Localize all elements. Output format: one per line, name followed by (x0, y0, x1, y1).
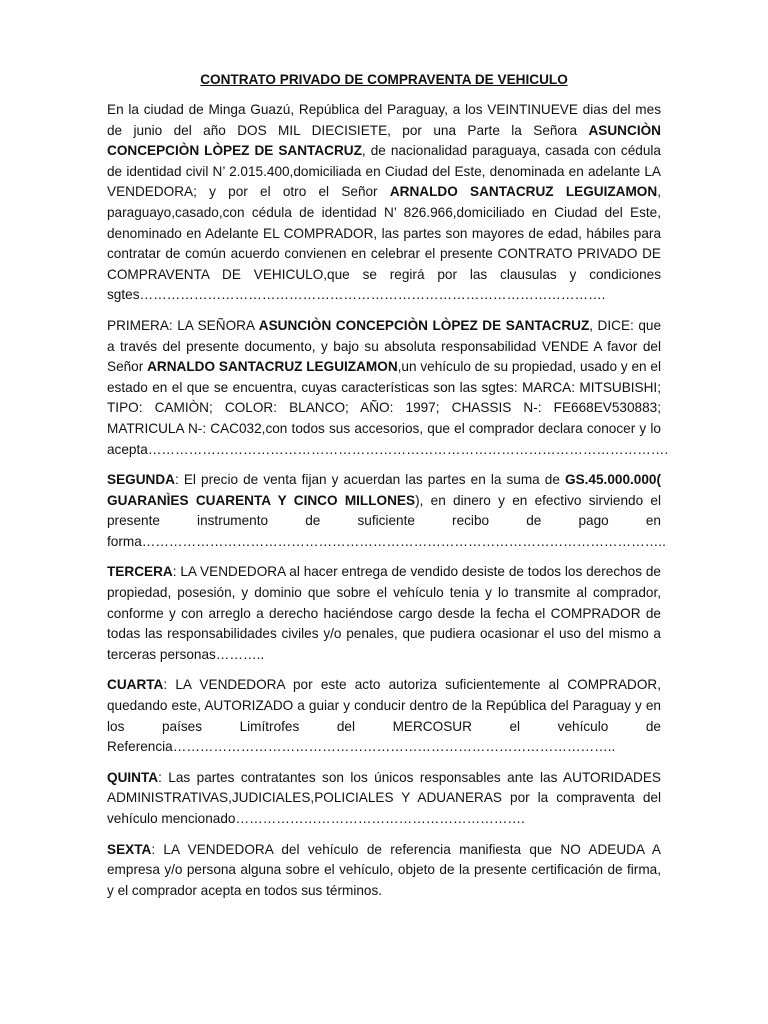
bold-text: SEXTA (107, 841, 152, 857)
text-run: : LA VENDEDORA al hacer entrega de vendido desiste de todos los derechos de propiedad, posesión, y dominio que sobre el vehículo tenia y lo transmite al comprador, conforme y con arreglo a derecho haciéndose cargo desde la fecha el COMPRADOR de todas las responsabilidades civiles y/o penales, que pudiera ocasionar el uso del mismo a terceras personas……….. (107, 564, 661, 662)
bold-text: CUARTA (107, 677, 164, 693)
clause-primera (107, 316, 669, 460)
bold-text: SEGUNDA (107, 472, 175, 488)
text-run: : El precio de venta fijan y acuerdan las partes en la suma de (174, 472, 566, 488)
bold-text: ASUNCIÒN CONCEPCIÒN LÒPEZ DE SANTACRUZ (107, 122, 661, 159)
text-run: ), en dinero y en efectivo sirviendo el presente instrumento de suficiente recibo de pago en forma…………………………………………………………………………………………………….. (107, 492, 666, 549)
clause-intro (107, 100, 661, 306)
text-run: : Las partes contratantes son los únicos responsables ante las AUTORIDADES ADMINISTRATIVAS,JUDICIALES,POLICIALES Y ADUANERAS por la compraventa del vehículo mencionado………………………………………………………. (107, 769, 661, 826)
bold-text: QUINTA (107, 769, 159, 785)
document-body (107, 100, 669, 901)
clause-quinta (107, 768, 661, 830)
text-run: En la ciudad de Minga Guazú, República del Paraguay, a los VEINTINUEVE dias del mes de junio del año DOS MIL DIECISIETE, por una Parte la Señora (107, 102, 661, 138)
text-run: : LA VENDEDORA del vehículo de referencia manifiesta que NO ADEUDA A empresa y/o persona alguna sobre el vehículo, objeto de la presente certificación de firma, y el comprador acepta en todos sus términos. (107, 841, 661, 898)
text-run: , DICE: que a través del presente documento, y bajo su absoluta responsabilidad VENDE A favor del Señor (107, 317, 662, 375)
text-run: , de nacionalidad paraguaya, casada con cédula de identidad civil N’ 2.015.400,domiciliada en Ciudad del Este, denominada en adelante LA VENDEDORA; y por el otro el Señor (107, 143, 661, 200)
bold-text: TERCERA (107, 564, 173, 580)
clause-cuarta (107, 675, 661, 757)
text-run: , paraguayo,casado,con cédula de identidad N’ 826.966,domiciliado en Ciudad del Este, denominado en Adelante EL COMPRADOR, las partes son mayores de edad, hábiles para contratar de común acuerdo convienen en celebrar el presente CONTRATO PRIVADO DE COMPRAVENTA DE VEHICULO,que se regirá por las clausulas y condiciones sgtes…………………………………………………………………………………………. (107, 184, 661, 303)
document-page (107, 70, 669, 911)
document-title: CONTRATO PRIVADO DE COMPRAVENTA DE VEHICULO (200, 72, 568, 87)
text-run: ,un vehículo de su propiedad, usado y en el estado en el que se encuentra, cuyas características son las sgtes: MARCA: MITSUBISHI; TIPO: CAMIÒN; COLOR: BLANCO; AÑO: 1997; CHASSIS N-: FE668EV530883; MATRICULA N-: CAC032,con todos sus accesorios, que el comprador declara conocer y lo acepta……………………………………………………………………………………………………. (107, 359, 669, 457)
clause-segunda (107, 470, 666, 552)
clause-sexta (107, 840, 661, 902)
text-run: PRIMERA: LA SEÑORA (107, 317, 259, 333)
text-run: : LA VENDEDORA por este acto autoriza suficientemente al COMPRADOR, quedando este, AUTORIZADO a guiar y conducir dentro de la República del Paraguay y en los países Limítrofes del MERCOSUR el vehículo de Referencia…………………………………………………………………………………….. (107, 677, 661, 755)
bold-text: GS.45.000.000( GUARANÌES CUARENTA Y CINCO MILLONES (107, 472, 661, 508)
bold-text: ARNALDO SANTACRUZ LEGUIZAMON (389, 184, 658, 200)
clause-tercera (107, 562, 661, 665)
bold-text: ARNALDO SANTACRUZ LEGUIZAMON (147, 359, 398, 375)
bold-text: ASUNCIÒN CONCEPCIÒN LÒPEZ DE SANTACRUZ (258, 317, 590, 333)
